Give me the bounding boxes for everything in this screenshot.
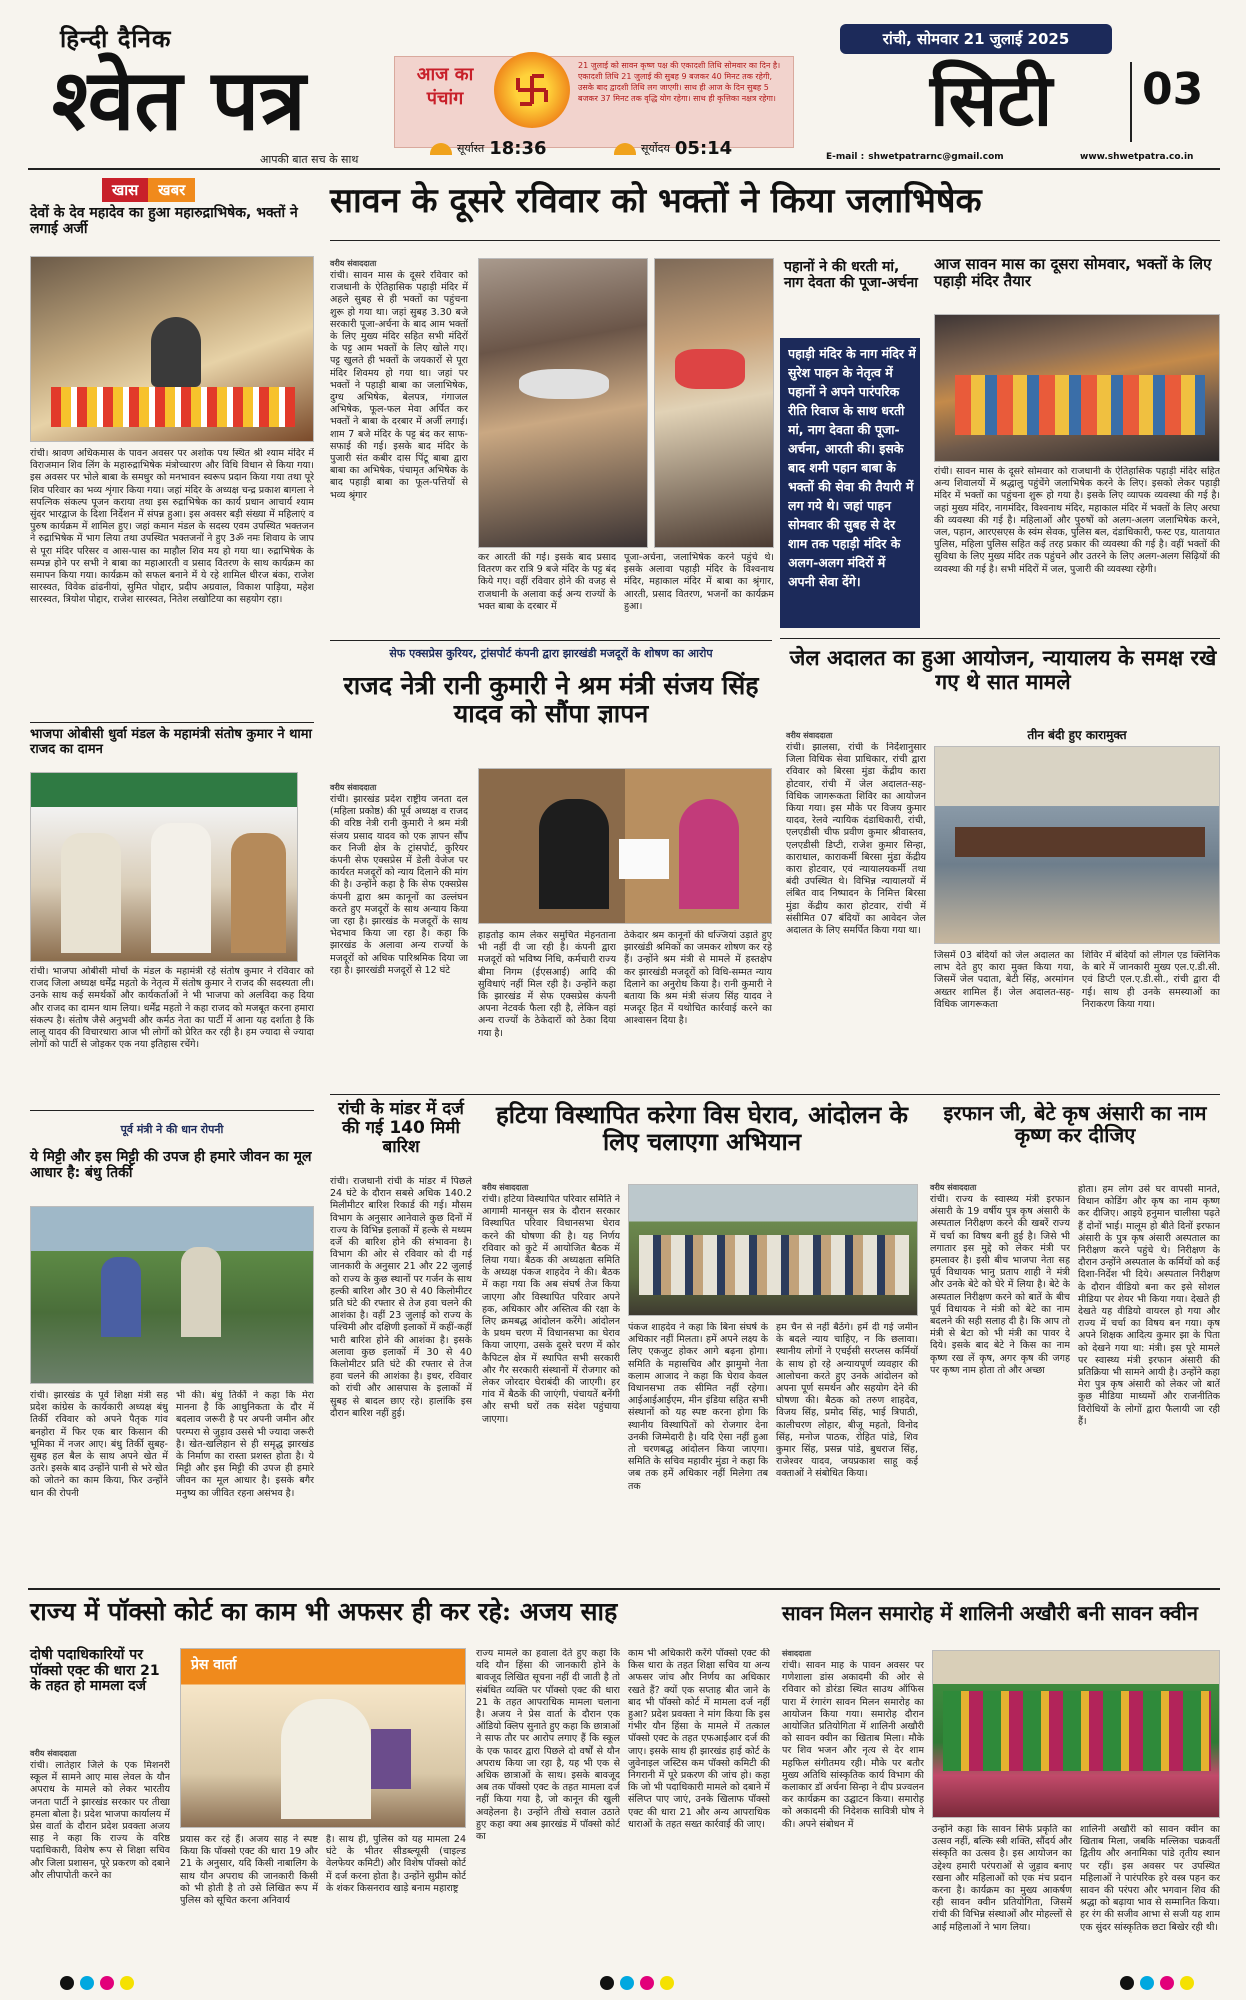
left-kicker-3: पूर्व मंत्री ने की धान रोपनी: [120, 1123, 224, 1136]
registration-dot: [600, 1976, 614, 1990]
panchang-label: [400, 62, 490, 110]
main-photo-1: [478, 258, 648, 548]
sawan-text-2: उन्होंने कहा कि सावन सिर्फ प्रकृति का उत्सव नहीं, बल्कि स्त्री शक्ति, सौंदर्य और संस्कृति का उत्सव है। इस आयोजन का उद्देश्य हमारी परंपराओं से जुड़ाव बनाए रखना और महिलाओं को एक मंच प्रदान करना है। कार्यक्रम का मुख्य आकर्षण रही सावन क्वीन प्रतियोगिता, जिसमें रांची की विभिन्न संस्थाओं और मोहल्लों से आईं महिलाओं ने भाग लिया।: [932, 1824, 1072, 1933]
main-text-1: रांची। सावन मास के दूसरे रविवार को राजधानी के ऐतिहासिक पहाड़ी मंदिर में अहले सुबह से ही भक्तों का पहुंचना शुरू हो गया था। जहां सुबह 3.30 बजे सरकारी पूजा-अर्चना के बाद आम भक्तों के लिए मुख्य मंदिर सहित सभी मंदिरों के पट्ट आम भक्तों के लिए खोले गए। पट्ट खुलते ही भक्तों के जयकारों से पूरा मंदिर शिवमय हो गया था। जहां पर भक्तों ने पहाड़ी बाबा का जलाभिषेक, दुग्ध अभिषेक, बेलपत्र, गंगाजल अभिषेक, फूल-फल मेवा अर्पित कर भक्तों ने बाबा के दरबार में अर्जी लगाई। शाम 7 बजे मंदिर के पट्ट बंद कर साफ-सफाई की गई। इसके बाद मंदिर के पुजारी संत कबीर दास पिंटू बाबा द्वारा बाबा का अभिषेक, पंचामृत अभिषेक के बाद पहाड़ी बाबा का फूल-पत्तियों से भव्य श्रृंगार: [330, 270, 468, 501]
left-photo-2: [30, 772, 298, 962]
hatia-photo: [628, 1184, 918, 1316]
registration-dot: [1160, 1976, 1174, 1990]
pocso-text-4: राज्य मामले का हवाला देते हुए कहा कि यदि यौन हिंसा की जानकारी होने के बावजूद लिखित सूचना नहीं दी जाती है तो संबंधित व्यक्ति पर पॉक्सो एक्ट की धारा 21 के तहत आपराधिक मामला चलाना है। अजय ने प्रेस वार्ता के दौरान एक ऑडियो क्लिप सुनाते हुए कहा कि छात्राओं ने साफ तौर पर आरोप लगाए हैं कि स्कूल के एक फादर द्वारा पिछले दो वर्षों से यौन अपराध किया जा रहा है, यह भी एक से अधिक छात्राओं के साथ। इसके बावजूद अब तक पॉक्सो एक्ट के तहत मामला दर्ज नहीं किया गया है, जो कानून की खुली अवहेलना है। उन्होंने तीखे सवाल उठाते हुए कहा क्या अब झारखंड में पॉक्सो कोर्ट का: [476, 1648, 620, 1843]
tag-label: [102, 178, 195, 202]
main-headline-rule: [330, 240, 1220, 241]
flowers: [51, 387, 295, 427]
rajad-photo: [478, 768, 772, 924]
left-rule-2: [30, 1110, 314, 1111]
hatia-headline: हटिया विस्थापित करेगा विस घेराव, आंदोलन के लिए चलाएगा अभियान: [495, 1100, 908, 1156]
registration-dot: [620, 1976, 634, 1990]
registration-dot: [60, 1976, 74, 1990]
sunrise-label: सूर्योदय: [641, 142, 670, 155]
sawan-photo: [932, 1650, 1220, 1818]
page-number: 03: [1142, 64, 1204, 115]
website[interactable]: www.shwetpatra.co.in: [1080, 152, 1194, 162]
registration-dot: [640, 1976, 654, 1990]
bottom-rule: [28, 1588, 1220, 1590]
lingam: [151, 317, 201, 387]
divider: [1130, 62, 1132, 142]
jail-text-1: रांची। झालसा, रांची के निर्देशानुसार जिला विधिक सेवा प्राधिकार, रांची द्वारा रविवार को बिरसा मुंडा केंद्रीय कारा होटवार, रांची में जेल अदालत-सह-विधिक जागरूकता शिविर का आयोजन किया गया। इस मौके पर विजय कुमार यादव, रेलवे न्यायिक दंडाधिकारी, रांची, एलएडीसी चीफ प्रवीण कुमार श्रीवास्तव, एलएडीसी डिप्टी, राजेश कुमार सिन्हा, काराधाल, काराकर्मी बिरसा मुंडा केंद्रीय कारा होटवार, एवं न्यायालयकर्मी तथा बंदी उपस्थित थे। विभिन्न न्यायालयों में लंबित वाद निष्पादन के निमित्त बिरसा मुंडा केंद्रीय कारा होटवार, रांची में संसीमित 07 बंदियों का आवेदन जेल अदालत के लिए समर्पित किया गया था।: [786, 742, 926, 937]
left-headline-1: देवों के देव महादेव का हुआ महारुद्राभिषेक, भक्तों ने लगाई अर्जी: [30, 205, 298, 237]
sunset-label: सूर्यास्त: [457, 142, 485, 155]
registration-dot: [1140, 1976, 1154, 1990]
right1-text: रांची। सावन मास के दूसरे सोमवार को राजधानी के ऐतिहासिक पहाड़ी मंदिर सहित अन्य शिवालयों में श्रद्धालु पहुंचेंगे जलाभिषेक करने के लिए। इसको लेकर पहाड़ी मंदिर में भक्तों का पहुंचना शुरू हो गया है। इसके लिए व्यापक व्यवस्था की गई है। जहां मुख्य मंदिर, नागमंदिर, विश्वनाथ मंदिर, महाकाल मंदिर में भक्तों के लिए अरघा की व्यवस्था की गई है। महिलाओं और पुरुषों को अलग-अलग जलाभिषेक करने, जल, पहान, आरएसएस के स्वंम सेवक, पुलिस बल, दंडाधिकारी, फस्ट एड, यातायात पुलिस, महिला पुलिस सहित कई तरह प्रकार की व्यवस्था की गई है। वहीं भक्तों की सुविधा के लिए मुख्य मंदिर तक पहुंचने और उतरने के लिए अलग-अलग सिढ़ियों की व्यवस्था की गई है। सभी मंदिरों में जल, पुजारी की व्यवस्था रहेगी।: [934, 466, 1220, 575]
irfan-headline: इरफान जी, बेटे कृष अंसारी का नाम कृष्ण कर दीजिए: [943, 1101, 1207, 1148]
rain-text: रांची। राजधानी रांची के मांडर में पिछले 24 घंटे के दौरान सबसे अधिक 140.2 मिलीमीटर बारिश रिकार्ड की गई। मौसम विभाग के अनुसार आनेवाले कुछ दिनों में राज्य के विभिन्न इलाकों में हल्के से मध्यम दर्जे की बारिश होने की संभावना है। विभाग की ओर से रविवार को दी गई जानकारी के अनुसार 21 और 22 जुलाई को राज्य के कुछ स्थानों पर गर्जन के साथ हल्की बारिश और 30 से 40 किलोमीटर प्रति घंटे की रफ्तार से तेज हवा चलने की आशंका है। वहीं 23 जुलाई को राज्य के पश्चिमी और दक्षिणी इलाकों में कहीं-कहीं भारी बारिश होने की आशंका है। इसके अलावा कुछ इलाकों में 30 से 40 किलोमीटर प्रति घंटे की रफ्तार से तेज हवा चलने की आशंका है। इधर, रविवार को रांची और आसपास के इलाकों में सुबह से बादल छाए रहे। हालांकि इस दौरान बारिश नहीं हुई।: [330, 1176, 472, 1419]
main-photo-2: [654, 258, 774, 548]
hatia-byline: वरीय संवाददाता: [482, 1183, 529, 1192]
hatia-text-1: रांची। हटिया विस्थापित परिवार समिति ने आगामी मानसून सत्र के दौरान सरकार विस्थापित परिवार विधानसभा घेराव करने की घोषणा की है। यह निर्णय रविवार को कुटे में आयोजित बैठक में लिया गया। बैठक की अध्यक्षता समिति के अध्यक्ष पंकज शाहदेव ने की। बैठक में कहा गया कि अब संघर्ष तेज किया जाएगा और विस्थापित परिवार अपने हक, अधिकार और अस्तित्व की रक्षा के लिए क्रमबद्ध आंदोलन करेंगे। आंदोलन के प्रथम चरण में विधानसभा का घेराव किया जाएगा, उसके दूसरे चरण में कोर कैपिटल क्षेत्र में स्थापित सभी सरकारी और गैर सरकारी संस्थानों में रोजगार को लेकर जोरदार घेराबंदी की जाएगी। हर गांव में बैठकें की जाएंगी, पंचायतें बनेंगी और सभी घरों तक संदेश पहुंचाया जाएगा।: [482, 1194, 620, 1425]
pocso-byline: वरीय संवाददाता: [30, 1749, 77, 1758]
right1-headline: आज सावन मास का दूसरा सोमवार, भक्तों के लिए पहाड़ी मंदिर तैयार: [934, 255, 1212, 290]
registration-dot: [1120, 1976, 1134, 1990]
mid-rule: [330, 1094, 1220, 1095]
rajad-text-2: हाड़तोड़ काम लेकर समुचित मेहनताना भी नहीं दी जा रही है। कंपनी द्वारा मजदूरों को भविष्य निधि, कर्मचारी राज्य बीमा निगम (ईएसआई) आदि की सुविधाएं नहीं मिल रही है। उन्होंने कहा कि झारखंड में सेफ एक्सप्रेस कंपनी अपना नेटवर्क फैला रही है, लेकिन वहां अन्य राज्यों के ठेकेदारों को ठेका दिया गया है।: [478, 930, 616, 1039]
left-headline-2: भाजपा ओबीसी धुर्वा मंडल के महामंत्री संतोष कुमार ने थामा राजद का दामन: [30, 727, 312, 757]
section-title: सिटी: [930, 58, 1053, 142]
rajad-headline: राजद नेत्री रानी कुमारी ने श्रम मंत्री संजय सिंह यादव को सौंपा ज्ञापन: [343, 671, 759, 728]
email[interactable]: shwetpatrarnc@gmail.com: [868, 152, 1004, 162]
jail-headline: जेल अदालत का हुआ आयोजन, न्यायालय के समक्ष रखे गए थे सात मामले: [789, 645, 1217, 694]
rajad-text-3: ठेकेदार श्रम कानूनों की धज्जियां उड़ाते हुए झारखंडी श्रमिकों का जमकर शोषण कर रहे हैं। उन्होंने श्रम मंत्री से मामले में हस्तक्षेप कर झारखंडी मजदूरों को विधि-सम्मत न्याय दिलाने का अनुरोध किया है। रानी कुमारी ने बताया कि श्रम मंत्री संजय सिंह यादव ने मजदूर हित में यथोचित कार्रवाई करने का आश्वासन दिया है।: [624, 930, 772, 1027]
sunset: [430, 138, 547, 159]
email-label: E-mail :: [826, 152, 865, 162]
left-rule-1: [30, 722, 314, 723]
main-headline: सावन के दूसरे रविवार को भक्तों ने किया जलाभिषेक: [330, 181, 982, 221]
irfan-text-1: रांची। राज्य के स्वास्थ्य मंत्री इरफान अंसारी के 19 वर्षीय पुत्र कृष अंसारी के अस्पताल निरीक्षण करने की खबरें राज्य में चर्चा का विषय बनी हुई है। जिसे भी लगातार इस मुद्दे को लेकर मंत्री पर हमलावर है। इसी बीच भाजपा नेता सह पूर्व विधायक भानु प्रताप शाही ने मंत्री और उनके बेटे को घेरे में लिया है। बेटे के अस्पताल निरीक्षण करने को बातें के बीच पूर्व विधायक ने मंत्री को बेटे का नाम बदलने की सही सलाह दी है। कि आप तो मंत्री से बेटा को भी मंत्री का पावर दे दिये। इसके बाद बेटे ने किस का नाम कृष्ण रख लें कृष, अगर कृष की जगह पर कृष्ण नाम होता तो और अच्छा: [930, 1194, 1070, 1376]
sawan-text-1: रांची। सावन माह के पावन अवसर पर गणेशाला डांस अकादमी की ओर से रविवार को डोरंडा स्थित साउथ ऑफिस पारा में रंगारंग सावन मिलन समारोह का आयोजन किया गया। समारोह दौरान आयोजित प्रतियोगिता में शालिनी अखौरी को सावन क्वीन का खिताब मिला। मौके पर शिव भजन और नृत्य से देर शाम महफिल संगीतमय रही। मौके पर बतौर मुख्य अतिथि सांस्कृतिक कार्य विभाग की कलाकार डॉ अर्चना सिन्हा ने दीप प्रज्वलन कर कार्यक्रम का उद्घाटन किया। समारोह को अकादमी की निदेशक सावित्री घोष ने की। अपने संबोधन में: [782, 1660, 924, 1830]
masthead-rule: [28, 168, 1220, 170]
left-text-3b: भी की। बंधु तिर्की ने कहा कि मेरा मानना है कि आधुनिकता के दौर में बदलाव जरूरी है पर अपनी जमीन और परम्परा से जुड़ाव उससे भी ज्यादा जरूरी है। खेत-खलिहान से ही समृद्ध झारखंड के निर्माण का रास्ता प्रशस्त होता है। ये मिट्टी और इस मिट्टी की उपज ही हमारे जीवन का मूल आधार है। इसके बगैर मनुष्य का जीवित रहना असंभव है।: [176, 1390, 314, 1499]
right1-photo: [934, 314, 1220, 462]
pocso-text-3: है। साथ ही, पुलिस को यह मामला 24 घंटे के भीतर सीडब्ल्यूसी (चाइल्ड वेलफेयर कमिटी) और विशेष पॉक्सो कोर्ट में दर्ज करना होता है। उन्होंने सुप्रीम कोर्ट के शंकर किसनराव खाड़े बनाम महाराष्ट्र: [326, 1834, 466, 1894]
main-side-headline: पहानों ने की धरती मां, नाग देवता की पूजा-अर्चना: [784, 259, 918, 291]
left-photo-3: [30, 1206, 314, 1384]
rain-headline: रांची के मांडर में दर्ज की गई 140 मिमी बारिश: [338, 1099, 464, 1158]
main-side-text: पहाड़ी मंदिर के नाग मंदिर में सुरेश पाहन के नेतृत्व में पहानों ने अपने पारंपरिक रीति रिवाज के साथ धरती मां, नाग देवता की पूजा-अर्चना, आरती की। इसके बाद शमी पहान बाबा के भक्तों की सेवा की तैयारी में लग गये थे। जहां पाहन सोमवार की सुबह से देर शाम तक पहाड़ी मंदिर के अलग-अलग मंदिरों में अपनी सेवा देंगे।: [788, 346, 916, 589]
dateline: रांची, सोमवार 21 जुलाई 2025: [840, 24, 1112, 54]
left-headline-3: ये मिट्टी और इस मिट्टी की उपज ही हमारे जीवन का मूल आधार है: बंधु तिर्की: [30, 1149, 312, 1181]
jail-text-2: जिसमें 03 बंदियों को जेल अदालत का लाभ देते हुए कारा मुक्त किया गया, जिसमें जेल पदाता, बेटी सिंह, अरमांगन अख्तर शामिल हैं। जेल अदालत-सह-विधिक जागरूकता: [934, 950, 1074, 1010]
swastik-icon: [494, 52, 570, 128]
sunrise-time: 05:14: [674, 138, 733, 159]
left-text-3a: रांची। झारखंड के पूर्व शिक्षा मंत्री सह प्रदेश कांग्रेस के कार्यकारी अध्यक्ष बंधु तिर्की रविवार को अपने पैतृक गांव बनहोरा में फिर एक बार किसान की भूमिका में नजर आए। बंधु तिर्की सुबह-सुबह हल बैल के साथ अपने खेत में उतरे। इसके बाद उन्होंने पानी से भरे खेत को जोतने का काम किया, फिर उन्होंने धान की रोपनी: [30, 1390, 168, 1499]
hatia-text-2: पंकज शाहदेव ने कहा कि बिना संघर्ष के अधिकार नहीं मिलता। हमें अपने लक्ष्य के लिए एकजुट होकर आगे बढ़ना होगा। समिति के महासचिव और झामुमो नेता कलाम आजाद ने कहा कि घेराव केवल विधानसभा तक सीमित नहीं रहेगा। आईआईआईएम, मीन इंडिया सहित सभी संस्थानों को यह स्पष्ट करना होगा कि स्थानीय विस्थापितों को रोजगार देना उनकी जिम्मेदारी है। यदि ऐसा नहीं हुआ तो चरणबद्ध आंदोलन किया जाएगा। समिति के सचिव महावीर मुंडा ने कहा कि जब तक हमें अधिकार नहीं मिलेगा तब तक: [628, 1322, 768, 1492]
panchang-text: 21 जुलाई को सावन कृष्ण पक्ष की एकादशी तिथि सोमवार का दिन है। एकादशी तिथि 21 जुलाई की सुबह 9 बजकर 40 मिनट तक रहेगी, उसके बाद द्वादशी तिथि लग जाएगी। साथ ही आज के दिन सुबह 5 बजकर 37 मिनट तक वृद्धि योग रहेगा। साथ ही कृत्तिका नक्षत्र रहेगा।: [578, 61, 781, 103]
left-photo-1: [30, 256, 314, 442]
rajad-byline: वरीय संवाददाता: [330, 783, 377, 792]
pocso-text-5: काम भी अधिकारी करेंगे पॉक्सो एक्ट की किस धारा के तहत शिक्षा सचिव या अन्य अफसर जांच और निर्णय का अधिकार रखते हैं? क्यों एक सप्ताह बीत जाने के बाद भी पॉक्सो कोर्ट में मामला दर्ज नहीं हुआ? प्रदेश प्रवक्ता ने मांग किया कि इस गंभीर यौन हिंसा के मामले में तत्काल पॉक्सो एक्ट के तहत एफआईआर दर्ज की जाए। इसके साथ ही झारखंड हाई कोर्ट के जुवेनाइल जस्टिस कम पॉक्सो कमिटी की निगरानी में पूरे प्रकरण की जांच हो। कहा कि जो भी पदाधिकारी मामले को दबाने में संलिप्त पाए जाएं, उनके खिलाफ पॉक्सो एक्ट की धारा 21 और अन्य आपराधिक धाराओं के तहत सख्त कार्रवाई की जाए।: [628, 1648, 770, 1830]
main-text-2: कर आरती की गई। इसके बाद प्रसाद वितरण कर रात्रि 9 बजे मंदिर के पट्ट बंद किये गए। वहीं रविवार होने की वजह से राजधानी के अलावा कई अन्य राज्यों के भक्त बाबा के दरबार में: [478, 552, 616, 612]
irfan-text-2: होता। हम लोग उसे घर वापसी मानते, विधान कोडिंग और कृष का नाम कृष्ण कर दीजिए। आइये हनुमान चालीसा पढ़ते हैं दोनों भाई। मालूम हो बीते दिनों इरफान अंसारी के पुत्र कृष अंसारी अस्पताल का निरीक्षण करने पहुंचे थे। निरीक्षण के दौरान उन्होंने अस्पताल के कर्मियों को कई दिशा-निर्देश भी दिये। अस्पताल निरीक्षण के दौरान वीडियो बना कर इसे सोशल मीडिया पर शेयर भी किया गया। देखते ही देखते यह वीडियो वायरल हो गया और राज्य में चर्चा का विषय बन गया। कृष अपने शिक्षक आदित्य कुमार झा के पिता को देखने गया था: मंत्री। इस पूरे मामले पर स्वास्थ्य मंत्री इरफान अंसारी की प्रतिक्रिया भी सामने आयी है। उन्होंने कहा मेरा पुत्र कृष अंसारी को लेकर जो बातें कुछ मीडिया माध्यमों और राजनीतिक विरोधियों के लोगों द्वारा फैलायी जा रही हैं।: [1078, 1184, 1220, 1427]
panchang-label-2: पंचांग: [426, 88, 464, 109]
pocso-side-headline: दोषी पदाधिकारियों पर पॉक्सो एक्ट की धारा 21 के तहत हो मामला दर्ज: [30, 1647, 160, 1695]
registration-dot: [120, 1976, 134, 1990]
sunrise-icon: [614, 143, 636, 155]
pocso-photo: [180, 1648, 466, 1828]
right-rule: [780, 638, 1220, 639]
jail-kicker: तीन बंदी हुए कारामुक्त: [1027, 728, 1127, 742]
sun-icon: [430, 143, 452, 155]
tag-b: खबर: [148, 178, 195, 202]
sunset-time: 18:36: [489, 138, 547, 159]
pocso-text-2: प्रयास कर रहे हैं। अजय साह ने स्पष्ट किया कि पॉक्सो एक्ट की धारा 19 और 21 के अनुसार, यदि किसी नाबालिग के साथ यौन अपराध की जानकारी किसी को भी होती है तो उसे लिखित रूप में पुलिस को सूचित करना अनिवार्य: [180, 1834, 318, 1907]
left-text-1: रांची। श्रावण अधिकमास के पावन अवसर पर अशोक पथ स्थित श्री श्याम मंदिर में विराजमान शिव लिंग के महारुद्राभिषेक मंत्रोच्चारण और विधि विधान से किया गया। इस अवसर पर भोले बाबा के समधुर को मनभावन स्वरूप प्रदान किया गया तथा पूरे शिव परिवार का भव्य शृंगार किया गया। जहां मंदिर के अध्यक्ष चन्द्र प्रकाश बागला ने सपत्निक संकल्प पूजन कराया तथा इस रुद्राभिषेक का कार्य प्रधान आचार्य श्याम सुंदर भारद्वाज के दिशा निर्देशन में संपन्न हुआ। इस अवसर बड़ी संख्या में महिलाएं व पुरुष कार्यक्रम में शामिल हुए। जहां कमान मंडल के सदस्य एवम उपस्थित भक्तजन ने रुद्राभिषेक में भाग लिया तथा उपस्थित भक्तजनों ने हुए 3ॐ नमः शिवाय के जाप से पूरा मंदिर परिसर व आस-पास का माहौल शिव मय हो गया था। रुद्राभिषेक के सम्पन्न होने पर सभी ने बाबा का महाआरती व प्रसाद वितरण के साथ कार्यक्रम का समापन किया गया। कार्यक्रम को सफल बनाने में ये रहे शामिल धीरज बंका, राजेश सारस्वत, विवेक ढांढनीयां, सुमित पोद्दार, प्रदीप अग्रवाल, विकाश पाड़िया, महेश सारस्वत, त्रियोश पोद्दार, राजेश सारस्वत, नितेश लखोटिया का सहयोग रहा।: [30, 448, 314, 606]
tag-a: खास: [102, 178, 148, 202]
jail-photo: [934, 746, 1220, 944]
sawan-byline: संवाददाता: [782, 1649, 812, 1658]
registration-dot: [100, 1976, 114, 1990]
hatia-text-3: हम चैन से नहीं बैठेंगे। हमें दी गई जमीन के बदले न्याय चाहिए, न कि छलावा। स्थानीय लोगों ने एचईसी सरप्लस कर्मियों के साथ हो रहे अन्यायपूर्ण व्यवहार की आलोचना करते हुए उनके आंदोलन को अपना पूर्ण समर्थन और सहयोग देने की घोषणा की। बैठक को तरुण शाहदेव, विजय सिंह, प्रमोद सिंह, भाई त्रिपाठी, कालीचरण लोहार, बीजू महतो, विनोद सिंह, मनोज पाठक, रोहित पांडे, शिव कुमार सिंह, प्रसन्न पांडे, बुधराज सिंह, राजेश्वर यादव, जयप्रकाश साहू कई वक्ताओं ने संबोधित किया।: [776, 1322, 918, 1480]
jail-text-3: शिविर में बंदियों को लीगल एड क्लिनिक के बारे में जानकारी मुख्य एल.ए.डी.सी. एवं डिप्टी एल.ए.डी.सी., रांची द्वारा दी गई। साथ ही उनके समस्याओं का निराकरण किया गया।: [1082, 950, 1220, 1010]
pocso-text-1: रांची। लातेहार जिले के एक मिशनरी स्कूल में सामने आए मास लेवल के यौन अपराध के मामले को लेकर भारतीय जनता पार्टी ने झारखंड सरकार पर तीखा हमला बोला है। प्रदेश भाजपा कार्यालय में प्रेस वार्ता के दौरान प्रदेश प्रवक्ता अजय साह ने कहा कि राज्य के वरिष्ठ पदाधिकारी, विशेष रूप से शिक्षा सचिव और जिला प्रशासन, पूरे प्रकरण को दबाने और लीपापोती करने का: [30, 1760, 170, 1881]
main-text-3: पूजा-अर्चना, जलाभिषेक करने पहुंचे थे। इसके अलावा पहाड़ी मंदिर के विश्वनाथ मंदिर, महाकाल मंदिर में बाबा का श्रृंगार, आरती, प्रसाद वितरण, भजनों का कार्यक्रम हुआ।: [624, 552, 774, 612]
left-text-2: रांची। भाजपा ओबीसी मोर्चा के मंडल के महामंत्री रहे संतोष कुमार ने रविवार को राजद जिला अध्यक्ष धर्मेंद्र महतो के नेतृत्व में संतोष कुमार ने राजद की सदस्यता ली। उनके साथ कई समर्थकों और कार्यकर्ताओं ने भी भाजपा को अलविदा कह दिया और राजद का दामन थाम लिया। धर्मेंद्र महतो ने कहा राजद को मजबूत करना हमारा संकल्प है। संतोष जैसे अनुभवी और कर्मठ नेता का पार्टी में आना यह दर्शाता है कि लालू यादव की विचारधारा आज भी लोगों को प्रेरित कर रही है। हम ज्यादा से ज्यादा लोगों को पार्टी से जोड़कर एक नया इतिहास रचेंगे।: [30, 966, 314, 1051]
rajad-text-1: रांची। झारखंड प्रदेश राष्ट्रीय जनता दल (महिला प्रकोष्ठ) की पूर्व अध्यक्ष व राजद की वरिष्ठ नेत्री रानी कुमारी ने श्रम मंत्री संजय प्रसाद यादव को एक ज्ञापन सौंप कर निजी क्षेत्र के ट्रांसपोर्ट, कुरियर कंपनी सेफ एक्सप्रेस में डेली वेजेज पर कार्यरत मजदूरों को न्याय दिलाने की मांग की है। उन्होंने कहा है कि सेफ एक्सप्रेस कंपनी द्वारा श्रम कानूनों का उल्लंघन करते हुए मजदूरों के साथ अन्याय किया जा रहा है। झारखंड के मजदूरों के साथ भेदभाव किया जा रहा है। कहा कि झारखंड के अलावा अन्य राज्यों के मजदूरों को अधिक पारिश्रमिक दिया जा रहा है। झारखंडी मजदूरों से 12 घंटे: [330, 794, 468, 976]
masthead: [0, 0, 1246, 170]
main-byline: वरीय संवाददाता: [330, 259, 377, 268]
brand-logo: श्वेत पत्र: [52, 50, 306, 149]
brand-small: हिन्दी दैनिक: [60, 25, 172, 53]
rajad-rule: [330, 640, 772, 641]
registration-dot: [1180, 1976, 1194, 1990]
sunrise: [614, 138, 732, 159]
pocso-headline: राज्य में पॉक्सो कोर्ट का काम भी अफसर ही कर रहे: अजय साह: [30, 1597, 618, 1626]
sawan-text-3: शालिनी अखौरी को सावन क्वीन का खिताब मिला, जबकि मल्लिका चक्रवर्ती द्वितीय और अनामिका पांडे तृतीय स्थान पर रहीं। इस अवसर पर उपस्थित महिलाओं ने पारंपरिक हरे वस्त्र पहन कर सावन की परंपरा और भगवान शिव की श्रद्धा को बढ़ाया भाव से सम्मानित किया। हर रंग की सजीव आभा से सजी यह शाम एक सुंदर सांस्कृतिक छटा बिखेर रही थी।: [1080, 1824, 1220, 1933]
registration-dot: [660, 1976, 674, 1990]
pocso-poster: प्रेस वार्ता: [191, 1657, 237, 1673]
registration-dot: [80, 1976, 94, 1990]
tagline: आपकी बात सच के साथ: [260, 153, 359, 166]
irfan-byline: वरीय संवाददाता: [930, 1183, 977, 1192]
contact: [826, 152, 1004, 162]
rajad-kicker: सेफ एक्सप्रेस कुरियर, ट्रांसपोर्ट कंपनी द्वारा झारखंडी मजदूरों के शोषण का आरोप: [389, 647, 713, 660]
panchang-label-1: आज का: [416, 64, 474, 85]
sawan-headline: सावन मिलन समारोह में शालिनी अखौरी बनी सावन क्वीन: [782, 1601, 1198, 1625]
jail-byline: वरीय संवाददाता: [786, 731, 833, 740]
